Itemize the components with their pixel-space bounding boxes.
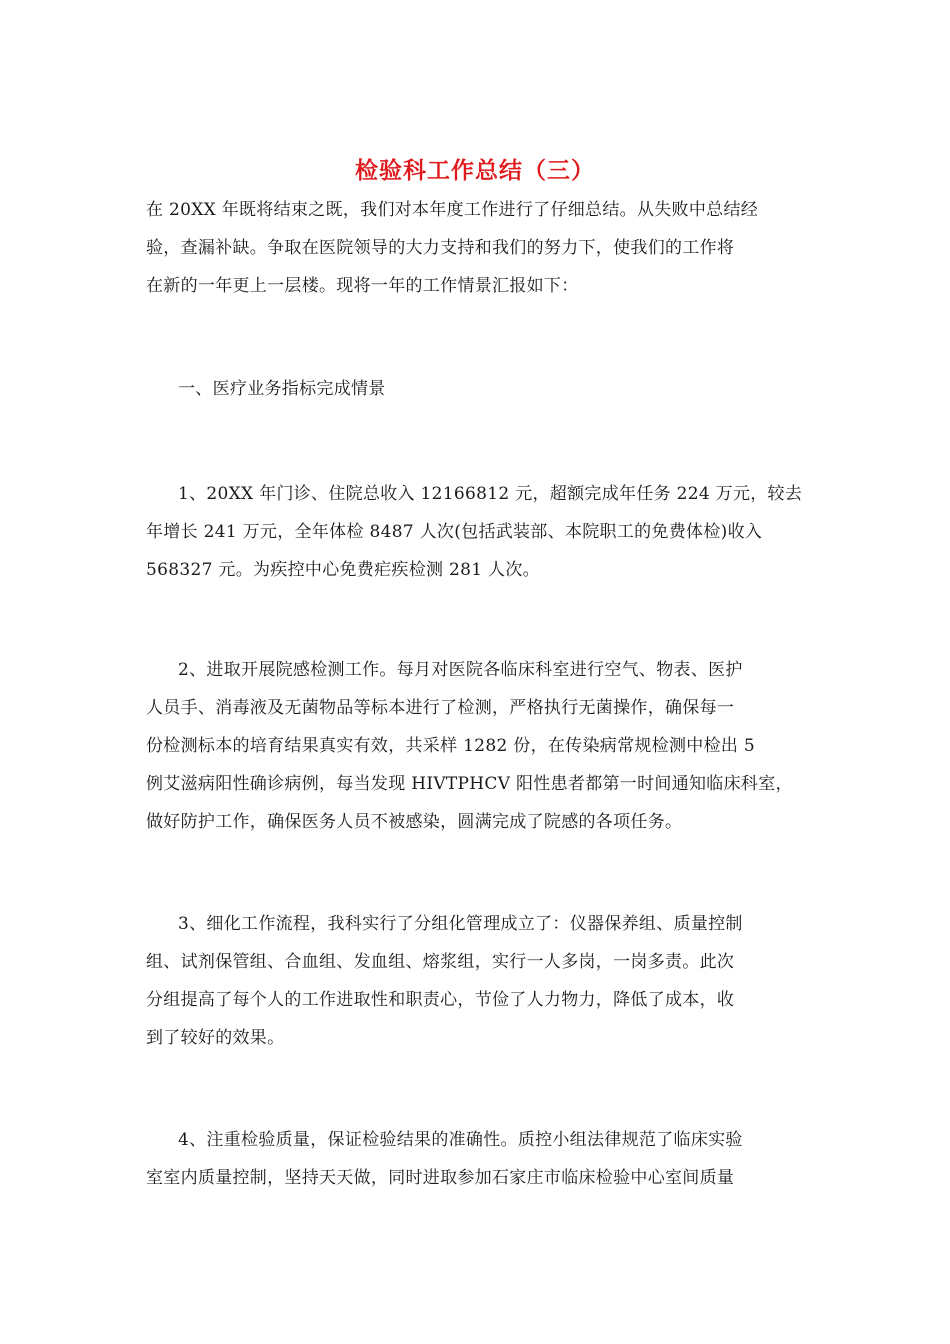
- paragraph-line: 验，查漏补缺。争取在医院领导的大力支持和我们的努力下，使我们的工作将: [146, 238, 735, 258]
- paragraph-line: 4、注重检验质量，保证检验结果的准确性。质控小组法律规范了临床实验: [178, 1130, 743, 1150]
- paragraph-line: 份检测标本的培育结果真实有效，共采样 1282 份，在传染病常规检测中检出 5: [146, 736, 755, 756]
- paragraph-line: 到了较好的效果。: [146, 1028, 285, 1048]
- paragraph-line: 在 20XX 年既将结束之既，我们对本年度工作进行了仔细总结。从失败中总结经: [146, 200, 759, 220]
- paragraph-line: 2、进取开展院感检测工作。每月对医院各临床科室进行空气、物表、医护: [178, 660, 743, 680]
- paragraph-line: 做好防护工作，确保医务人员不被感染，圆满完成了院感的各项任务。: [146, 812, 683, 832]
- paragraph-line: 在新的一年更上一层楼。现将一年的工作情景汇报如下：: [146, 276, 579, 296]
- paragraph-line: 例艾滋病阳性确诊病例，每当发现 HIVTPHCV 阳性患者都第一时间通知临床科室，: [146, 774, 793, 794]
- paragraph-line: 1、20XX 年门诊、住院总收入 12166812 元，超额完成年任务 224 万元，较去: [178, 484, 803, 504]
- paragraph-line: 组、试剂保管组、合血组、发血组、熔浆组，实行一人多岗，一岗多责。此次: [146, 952, 735, 972]
- paragraph-line: 室室内质量控制，坚持天天做，同时进取参加石家庄市临床检验中心室间质量: [146, 1168, 735, 1188]
- document-title: 检验科工作总结（三）: [355, 157, 595, 184]
- paragraph-line: 年增长 241 万元，全年体检 8487 人次(包括武装部、本院职工的免费体检)收入: [146, 522, 763, 542]
- paragraph-line: 568327 元。为疾控中心免费疟疾检测 281 人次。: [146, 560, 540, 580]
- section-heading: 一、医疗业务指标完成情景: [178, 379, 386, 399]
- paragraph-line: 3、细化工作流程，我科实行了分组化管理成立了：仪器保养组、质量控制: [178, 914, 743, 934]
- paragraph-line: 人员手、消毒液及无菌物品等标本进行了检测，严格执行无菌操作，确保每一: [146, 698, 735, 718]
- paragraph-line: 分组提高了每个人的工作进取性和职责心，节俭了人力物力，降低了成本，收: [146, 990, 735, 1010]
